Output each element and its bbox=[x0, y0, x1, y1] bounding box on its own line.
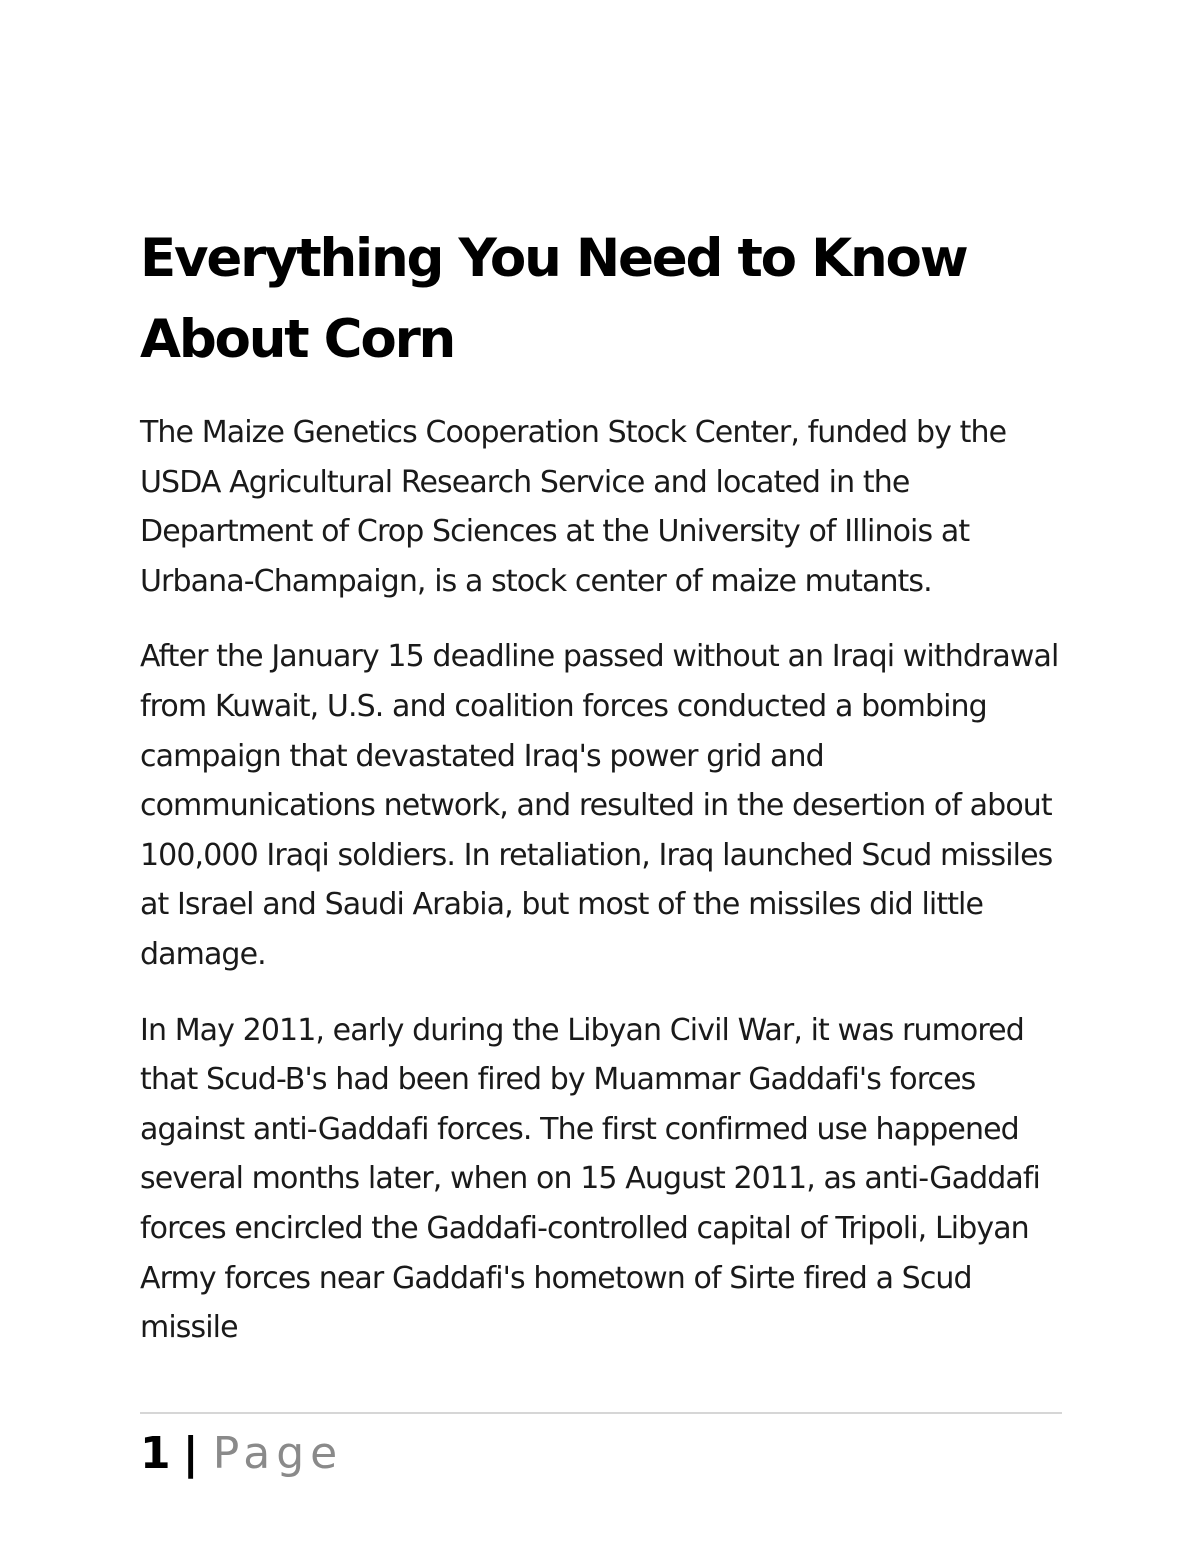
document-title: Everything You Need to Know About Corn bbox=[140, 228, 967, 370]
page-footer bbox=[140, 1424, 740, 1484]
page-number: 1 bbox=[140, 1428, 171, 1479]
footer-divider bbox=[140, 1412, 1062, 1414]
page-content bbox=[140, 218, 1062, 1379]
page-label: Page bbox=[212, 1428, 344, 1479]
paragraph-iraq-bombing: After the January 15 deadline passed without an Iraqi withdrawal from Kuwait, U.S. and coalition forces conducted a bombing campaign that devastated Iraq's power grid and communications network, and resulted in the desertion of about 100,000 Iraqi soldiers. In retaliation, Iraq launched Scud missiles at Israel and Saudi Arabia, but most of the missiles did little damage. bbox=[140, 639, 1059, 972]
paragraph-maize-stock-center: The Maize Genetics Cooperation Stock Center, funded by the USDA Agricultural Research Service and located in the Department of Crop Sciences at the University of Illinois at Urbana-Champaign, is a stock center of maize mutants. bbox=[140, 415, 1007, 599]
page-separator: | bbox=[182, 1428, 199, 1479]
paragraph-libya-scud: In May 2011, early during the Libyan Civil War, it was rumored that Scud-B's had been fired by Muammar Gaddafi's forces against anti-Gaddafi forces. The first confirmed use happened several months later, when on 15 August 2011, as anti-Gaddafi forces encircled the Gaddafi-controlled capital of Tripoli, Libyan Army forces near Gaddafi's hometown of Sirte fired a Scud missile bbox=[140, 1012, 1040, 1346]
